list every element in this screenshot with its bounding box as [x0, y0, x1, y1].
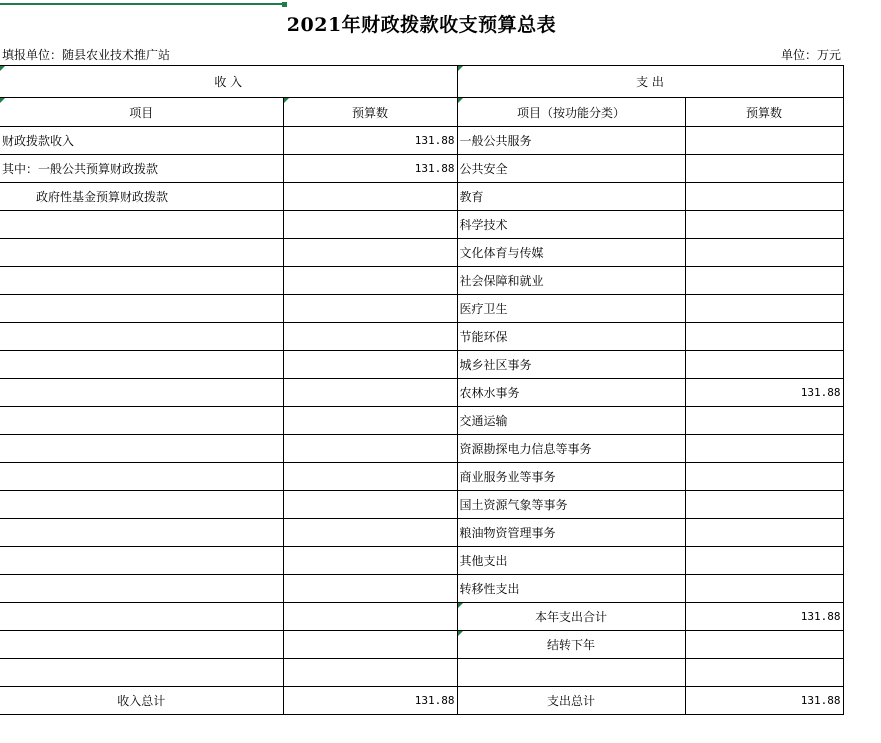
cell[interactable]: [0, 295, 283, 323]
cell[interactable]: [685, 239, 843, 267]
cell[interactable]: [0, 463, 283, 491]
table-row: [0, 155, 843, 183]
table-row: [0, 407, 843, 435]
cell[interactable]: [283, 659, 457, 687]
cell[interactable]: [685, 323, 843, 351]
table-row: [0, 435, 843, 463]
cell[interactable]: [283, 323, 457, 351]
cell[interactable]: [685, 575, 843, 603]
cell[interactable]: [283, 379, 457, 407]
table-row: [0, 575, 843, 603]
table-row: [0, 547, 843, 575]
cell[interactable]: [283, 547, 457, 575]
cell[interactable]: 粮油物资管理事务: [457, 519, 685, 547]
cell[interactable]: 国土资源气象等事务: [457, 491, 685, 519]
table-row: [0, 463, 843, 491]
cell[interactable]: 商业服务业等事务: [457, 463, 685, 491]
cell[interactable]: [283, 519, 457, 547]
sheet-title: 2021年财政拨款收支预算总表: [286, 14, 557, 36]
table-row: [0, 659, 843, 687]
budget-table: [0, 65, 844, 715]
cell[interactable]: [283, 631, 457, 659]
cell[interactable]: [685, 155, 843, 183]
cell[interactable]: [283, 463, 457, 491]
cell[interactable]: 131.88: [283, 155, 457, 183]
table-row: [0, 183, 843, 211]
cell[interactable]: 转移性支出: [457, 575, 685, 603]
cell[interactable]: [685, 183, 843, 211]
cell[interactable]: [0, 267, 283, 295]
expense-header[interactable]: 支 出: [457, 66, 843, 98]
table-row: [0, 267, 843, 295]
cell[interactable]: [283, 603, 457, 631]
cell[interactable]: 节能环保: [457, 323, 685, 351]
cell[interactable]: [283, 435, 457, 463]
cell[interactable]: 一般公共服务: [457, 127, 685, 155]
cell[interactable]: 政府性基金预算财政拨款: [0, 183, 283, 211]
table-row: [0, 127, 843, 155]
cell[interactable]: 资源勘探电力信息等事务: [457, 435, 685, 463]
income-header[interactable]: 收 入: [0, 66, 457, 98]
cell[interactable]: [0, 575, 283, 603]
cell[interactable]: [685, 491, 843, 519]
selection-handle[interactable]: [282, 2, 287, 7]
cell[interactable]: [685, 407, 843, 435]
cell[interactable]: [457, 659, 685, 687]
cell[interactable]: [0, 547, 283, 575]
cell[interactable]: 其他支出: [457, 547, 685, 575]
cell[interactable]: 农林水事务: [457, 379, 685, 407]
cell[interactable]: 结转下年: [457, 631, 685, 659]
table-row: [0, 211, 843, 239]
cell[interactable]: [0, 379, 283, 407]
table-row: [0, 239, 843, 267]
col-item-header[interactable]: 项目: [0, 98, 283, 127]
table-row: [0, 379, 843, 407]
cell[interactable]: 公共安全: [457, 155, 685, 183]
cell[interactable]: [0, 407, 283, 435]
table-row: [0, 323, 843, 351]
cell-selection-indicator: [0, 0, 285, 5]
cell[interactable]: [685, 211, 843, 239]
reporting-unit: 填报单位：随县农业技术推广站: [2, 48, 171, 62]
cell[interactable]: 科学技术: [457, 211, 685, 239]
cell[interactable]: [283, 491, 457, 519]
cell[interactable]: [0, 323, 283, 351]
cell[interactable]: [685, 435, 843, 463]
cell[interactable]: [283, 295, 457, 323]
cell[interactable]: [0, 239, 283, 267]
cell[interactable]: 本年支出合计: [457, 603, 685, 631]
cell[interactable]: [0, 435, 283, 463]
cell[interactable]: 131.88: [685, 687, 843, 715]
cell[interactable]: 支出总计: [457, 687, 685, 715]
cell[interactable]: [283, 183, 457, 211]
table-row: [0, 519, 843, 547]
money-unit: 单位：万元: [780, 48, 841, 62]
table-row: [0, 687, 843, 715]
cell[interactable]: [685, 295, 843, 323]
cell[interactable]: [685, 631, 843, 659]
cell[interactable]: [685, 127, 843, 155]
cell[interactable]: [283, 211, 457, 239]
cell[interactable]: [685, 267, 843, 295]
table-row: [0, 491, 843, 519]
col-budget2-header[interactable]: 预算数: [685, 98, 843, 127]
cell[interactable]: 社会保障和就业: [457, 267, 685, 295]
cell[interactable]: [685, 519, 843, 547]
cell[interactable]: 131.88: [283, 687, 457, 715]
table-row: [0, 351, 843, 379]
cell[interactable]: [0, 519, 283, 547]
cell[interactable]: 文化体育与传媒: [457, 239, 685, 267]
cell[interactable]: [0, 211, 283, 239]
cell[interactable]: 131.88: [685, 379, 843, 407]
cell[interactable]: 收入总计: [0, 687, 283, 715]
col-budget-header[interactable]: 预算数: [283, 98, 457, 127]
cell[interactable]: 城乡社区事务: [457, 351, 685, 379]
cell[interactable]: [685, 659, 843, 687]
cell[interactable]: [0, 603, 283, 631]
cell[interactable]: 财政拨款收入: [0, 127, 283, 155]
cell[interactable]: [283, 267, 457, 295]
cell[interactable]: [0, 659, 283, 687]
cell[interactable]: 其中：一般公共预算财政拨款: [0, 155, 283, 183]
cell[interactable]: [0, 351, 283, 379]
cell[interactable]: [685, 351, 843, 379]
cell[interactable]: [283, 351, 457, 379]
cell[interactable]: 教育: [457, 183, 685, 211]
cell[interactable]: [685, 463, 843, 491]
cell[interactable]: 131.88: [283, 127, 457, 155]
table-row: [0, 603, 843, 631]
table-row: [0, 631, 843, 659]
cell[interactable]: [283, 407, 457, 435]
cell[interactable]: [685, 547, 843, 575]
cell[interactable]: [283, 575, 457, 603]
cell[interactable]: [283, 239, 457, 267]
cell[interactable]: 交通运输: [457, 407, 685, 435]
cell[interactable]: 131.88: [685, 603, 843, 631]
cell[interactable]: [0, 631, 283, 659]
col-item-function-header[interactable]: 项目（按功能分类）: [457, 98, 685, 127]
cell[interactable]: [0, 491, 283, 519]
cell[interactable]: 医疗卫生: [457, 295, 685, 323]
table-row: [0, 295, 843, 323]
